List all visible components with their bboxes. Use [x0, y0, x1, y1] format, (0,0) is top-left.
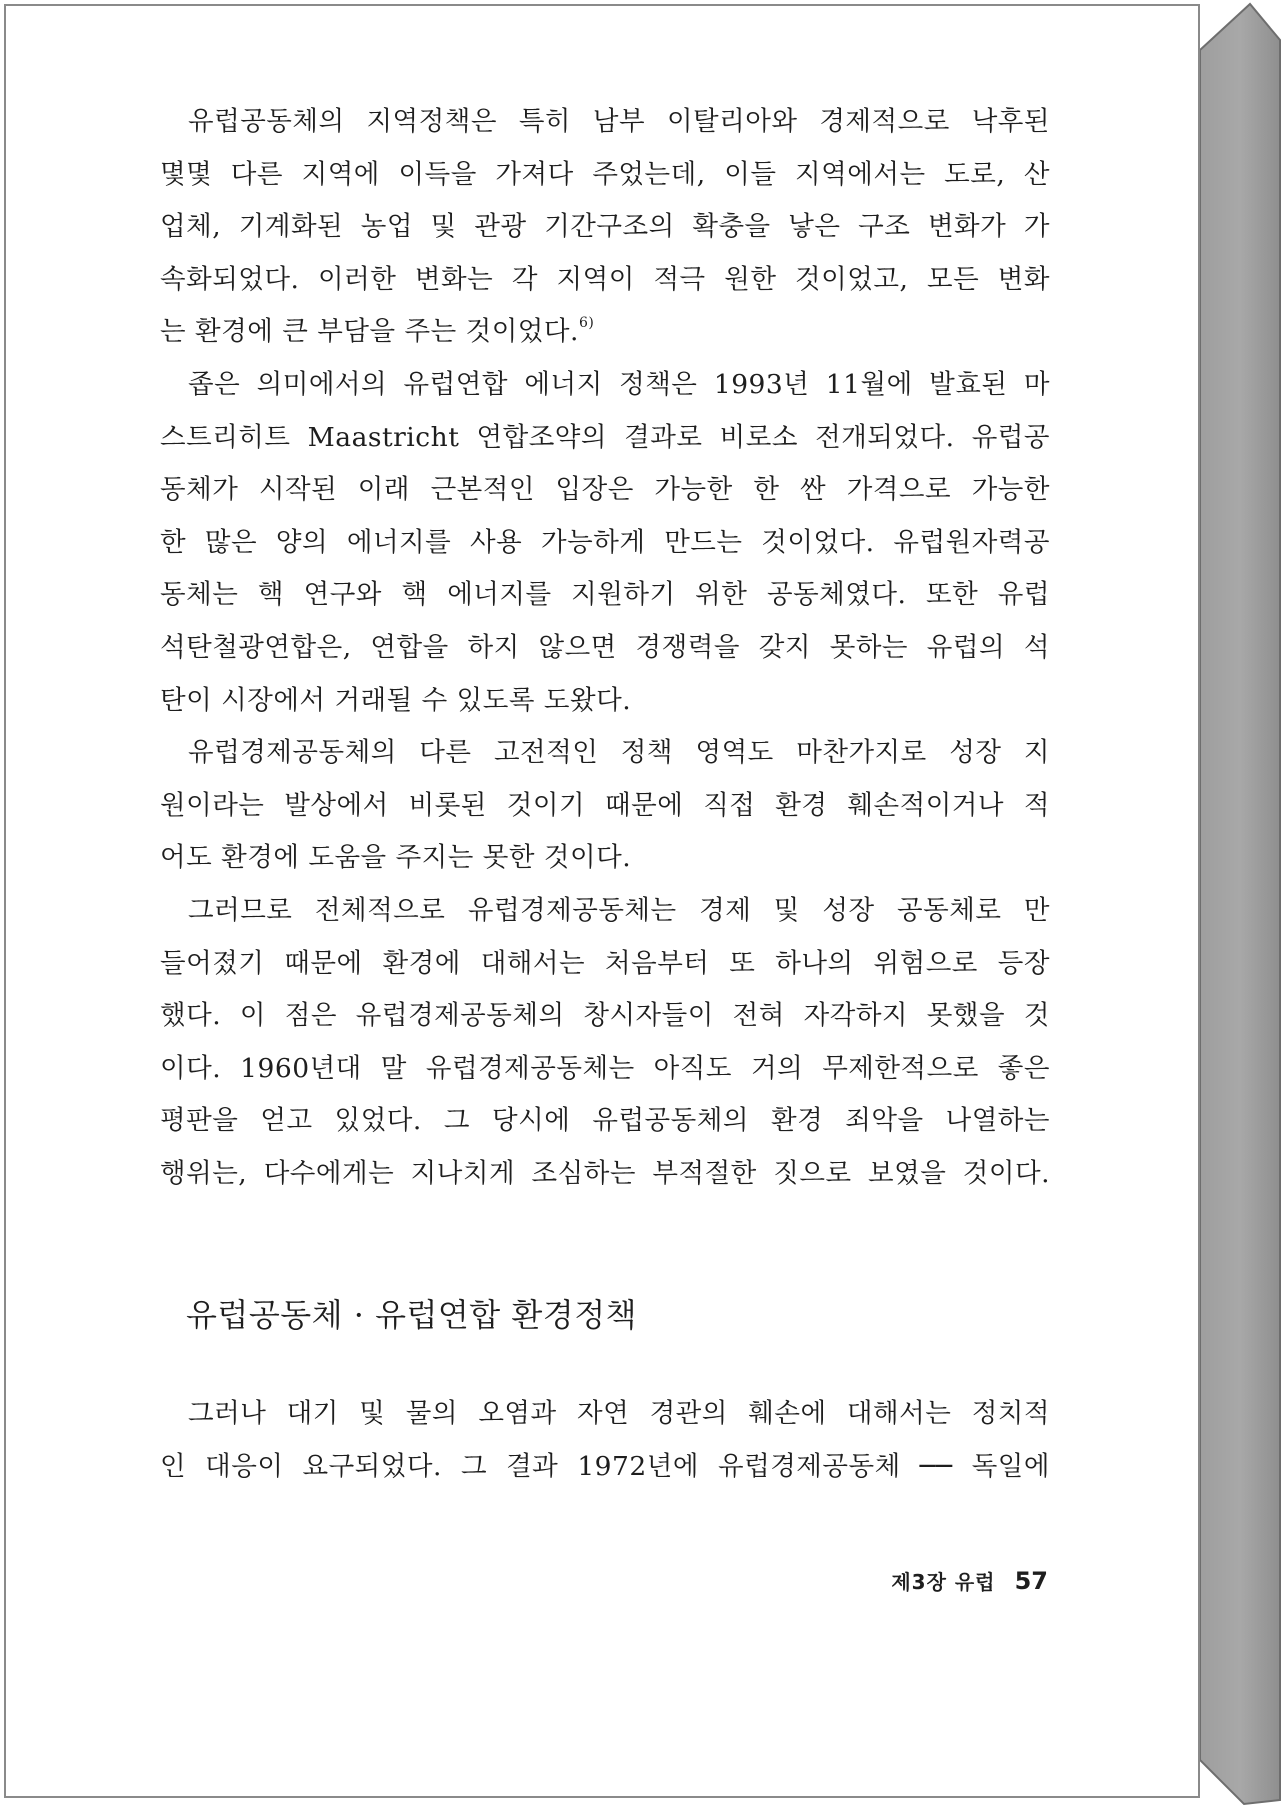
text-line: 스트리히트 Maastricht 연합조약의 결과로 비로소 전개되었다. 유럽공 — [160, 421, 1050, 453]
text-line: 동체가 시작된 이래 근본적인 입장은 가능한 한 싼 가격으로 가능한 — [160, 474, 1050, 506]
text-line: 몇몇 다른 지역에 이득을 가져다 주었는데, 이들 지역에서는 도로, 산 — [160, 158, 1050, 190]
running-footer-chapter: 제3장 유럽 — [891, 1570, 996, 1594]
section-paragraph — [160, 1388, 1050, 1493]
paragraph-4 — [160, 885, 1050, 1201]
text-line: 행위는, 다수에게는 지나치게 조심하는 부적절한 짓으로 보였을 것이다. — [160, 1157, 1050, 1189]
page-footer — [891, 1566, 1048, 1595]
text-line-with-footnote — [160, 306, 1050, 359]
text-line: 그러므로 전체적으로 유럽경제공동체는 경제 및 성장 공동체로 만 — [188, 894, 1050, 926]
text-line: 인 대응이 요구되었다. 그 결과 1972년에 유럽경제공동체 ── 독일에 — [160, 1450, 1050, 1482]
text-line: 유럽공동체의 지역정책은 특히 남부 이탈리아와 경제적으로 낙후된 — [188, 106, 1050, 137]
text-line: 속화되었다. 이러한 변화는 각 지역이 적극 원한 것이었고, 모든 변화 — [160, 263, 1050, 295]
text-line: 는 환경에 큰 부담을 주는 것이었다. — [160, 316, 579, 348]
section-heading: 유럽공동체 · 유럽연합 환경정책 — [186, 1296, 638, 1334]
text-line: 평판을 얻고 있었다. 그 당시에 유럽공동체의 환경 죄악을 나열하는 — [160, 1105, 1050, 1137]
paragraph-2 — [160, 359, 1050, 727]
text-line: 원이라는 발상에서 비롯된 것이기 때문에 직접 환경 훼손적이거나 적 — [160, 789, 1050, 821]
text-line: 어도 환경에 도움을 주지는 못한 것이다. — [160, 842, 632, 874]
text-line: 좁은 의미에서의 유럽연합 에너지 정책은 1993년 11월에 발효된 마 — [188, 368, 1050, 400]
text-line: 업체, 기계화된 농업 및 관광 기간구조의 확충을 낳은 구조 변화가 가 — [160, 211, 1050, 243]
paragraph-1 — [160, 96, 1050, 359]
body-text — [160, 96, 1050, 1200]
section-body-text — [160, 1388, 1050, 1493]
paragraph-3 — [160, 727, 1050, 885]
text-line: 석탄철광연합은, 연합을 하지 않으면 경쟁력을 갖지 못하는 유럽의 석 — [160, 631, 1050, 663]
text-line: 동체는 핵 연구와 핵 에너지를 지원하기 위한 공동체였다. 또한 유럽 — [160, 579, 1050, 611]
text-line: 탄이 시장에서 거래될 수 있도록 도왔다. — [160, 684, 632, 716]
text-line: 이다. 1960년대 말 유럽경제공동체는 아직도 거의 무제한적으로 좋은 — [160, 1052, 1050, 1084]
text-line: 들어졌기 때문에 환경에 대해서는 처음부터 또 하나의 위험으로 등장 — [160, 947, 1050, 979]
text-line: 했다. 이 점은 유럽경제공동체의 창시자들이 전혀 자각하지 못했을 것 — [160, 1000, 1050, 1032]
footnote-marker[interactable]: 6) — [578, 314, 595, 331]
text-line: 유럽경제공동체의 다른 고전적인 정책 영역도 마찬가지로 성장 지 — [188, 737, 1050, 769]
text-line: 한 많은 양의 에너지를 사용 가능하게 만드는 것이었다. 유럽원자력공 — [160, 526, 1050, 558]
page-number: 57 — [1014, 1567, 1048, 1595]
text-line: 그러나 대기 및 물의 오염과 자연 경관의 훼손에 대해서는 정치적 — [188, 1398, 1050, 1429]
